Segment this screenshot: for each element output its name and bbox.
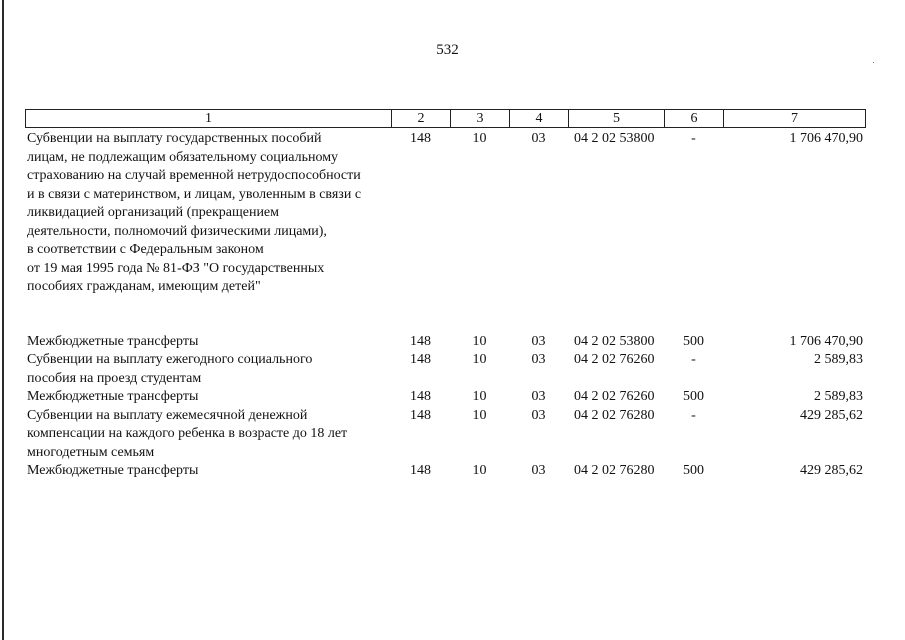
cell-c2: 148 [410, 333, 431, 349]
scan-edge-line [2, 0, 4, 640]
row-name-line: лицам, не подлежащим обязательному социальному [27, 149, 339, 165]
cell-c6: 500 [683, 333, 704, 349]
page-number: 532 [436, 42, 459, 58]
header-cell-1: 1 [26, 110, 392, 128]
row-name-line: деятельности, полномочий физическими лицами), [27, 223, 327, 239]
cell-c7: 429 285,62 [800, 463, 863, 478]
row-name [25, 333, 391, 352]
table-row [25, 333, 865, 352]
row-name-line: и в связи с материнством, и лицам, уволенным в связи с [27, 186, 362, 202]
row-name-line: Субвенции на выплату ежегодного социального [27, 352, 313, 367]
table-row [25, 388, 865, 407]
table-row [25, 462, 865, 481]
row-name-line: Межбюджетные трансферты [27, 333, 199, 349]
cell-c3: 10 [472, 463, 487, 478]
cell-c5: 04 2 02 76280 [574, 407, 655, 423]
cell-c6: - [691, 407, 696, 423]
cell-c5: 04 2 02 76280 [574, 463, 655, 478]
cell-c6: - [691, 131, 696, 146]
cell-c7: 1 706 470,90 [789, 333, 863, 349]
cell-c4: 03 [531, 389, 546, 404]
cell-c6: 500 [683, 463, 704, 478]
table-row [25, 407, 865, 463]
row-name-line: Межбюджетные трансферты [27, 389, 199, 404]
table-row [25, 130, 865, 333]
cell-c5: 04 2 02 53800 [574, 333, 655, 349]
header-cell-2: 2 [392, 110, 451, 128]
cell-c4: 03 [531, 333, 546, 349]
cell-c6: - [691, 352, 696, 367]
row-name [25, 388, 391, 407]
column-number-header [25, 109, 866, 128]
cell-c5: 04 2 02 76260 [574, 389, 655, 404]
row-name-line: Межбюджетные трансферты [27, 463, 199, 478]
row-name-line: компенсации на каждого ребенка в возрасте до 18 лет [27, 426, 348, 441]
row-name-line: многодетным семьям [27, 444, 155, 460]
cell-c7: 2 589,83 [814, 389, 863, 404]
row-name-line: в соответствии с Федеральным законом [27, 242, 264, 257]
row-name-line: Субвенции на выплату ежемесячной денежной [27, 407, 308, 423]
cell-c5: 04 2 02 76260 [574, 352, 655, 367]
row-name-line: страхованию на случай временной нетрудоспособности [27, 168, 361, 183]
row-name [25, 462, 391, 481]
cell-c3: 10 [472, 131, 487, 146]
header-cell-7: 7 [724, 110, 866, 128]
row-name-line: пособия на проезд студентам [27, 370, 202, 386]
cell-c6: 500 [683, 389, 704, 404]
cell-c2: 148 [410, 463, 431, 478]
table-row [25, 351, 865, 388]
row-name-line: Субвенции на выплату государственных пособий [27, 131, 322, 146]
row-name-line: пособиях гражданам, имеющим детей" [27, 279, 261, 294]
header-row [26, 110, 866, 128]
row-name [25, 351, 391, 388]
header-cell-4: 4 [510, 110, 569, 128]
cell-c3: 10 [472, 407, 487, 423]
cell-c2: 148 [410, 352, 431, 367]
cell-c4: 03 [531, 352, 546, 367]
row-name-line: от 19 мая 1995 года № 81-ФЗ "О государственных [27, 260, 325, 276]
row-name [25, 130, 391, 333]
cell-c2: 148 [410, 131, 431, 146]
cell-c3: 10 [472, 352, 487, 367]
cell-c2: 148 [410, 389, 431, 404]
cell-c7: 429 285,62 [800, 407, 863, 423]
cell-c3: 10 [472, 389, 487, 404]
cell-c4: 03 [531, 407, 546, 423]
header-cell-5: 5 [569, 110, 665, 128]
cell-c4: 03 [531, 463, 546, 478]
row-name-line: ликвидацией организаций (прекращением [27, 205, 280, 220]
cell-c7: 1 706 470,90 [789, 131, 863, 146]
cell-c2: 148 [410, 407, 431, 423]
budget-table [25, 130, 865, 481]
scan-speck [873, 62, 874, 63]
cell-c3: 10 [472, 333, 487, 349]
row-name [25, 407, 391, 463]
header-cell-3: 3 [451, 110, 510, 128]
header-cell-6: 6 [665, 110, 724, 128]
cell-c4: 03 [531, 131, 546, 146]
cell-c5: 04 2 02 53800 [574, 131, 655, 146]
cell-c7: 2 589,83 [814, 352, 863, 367]
